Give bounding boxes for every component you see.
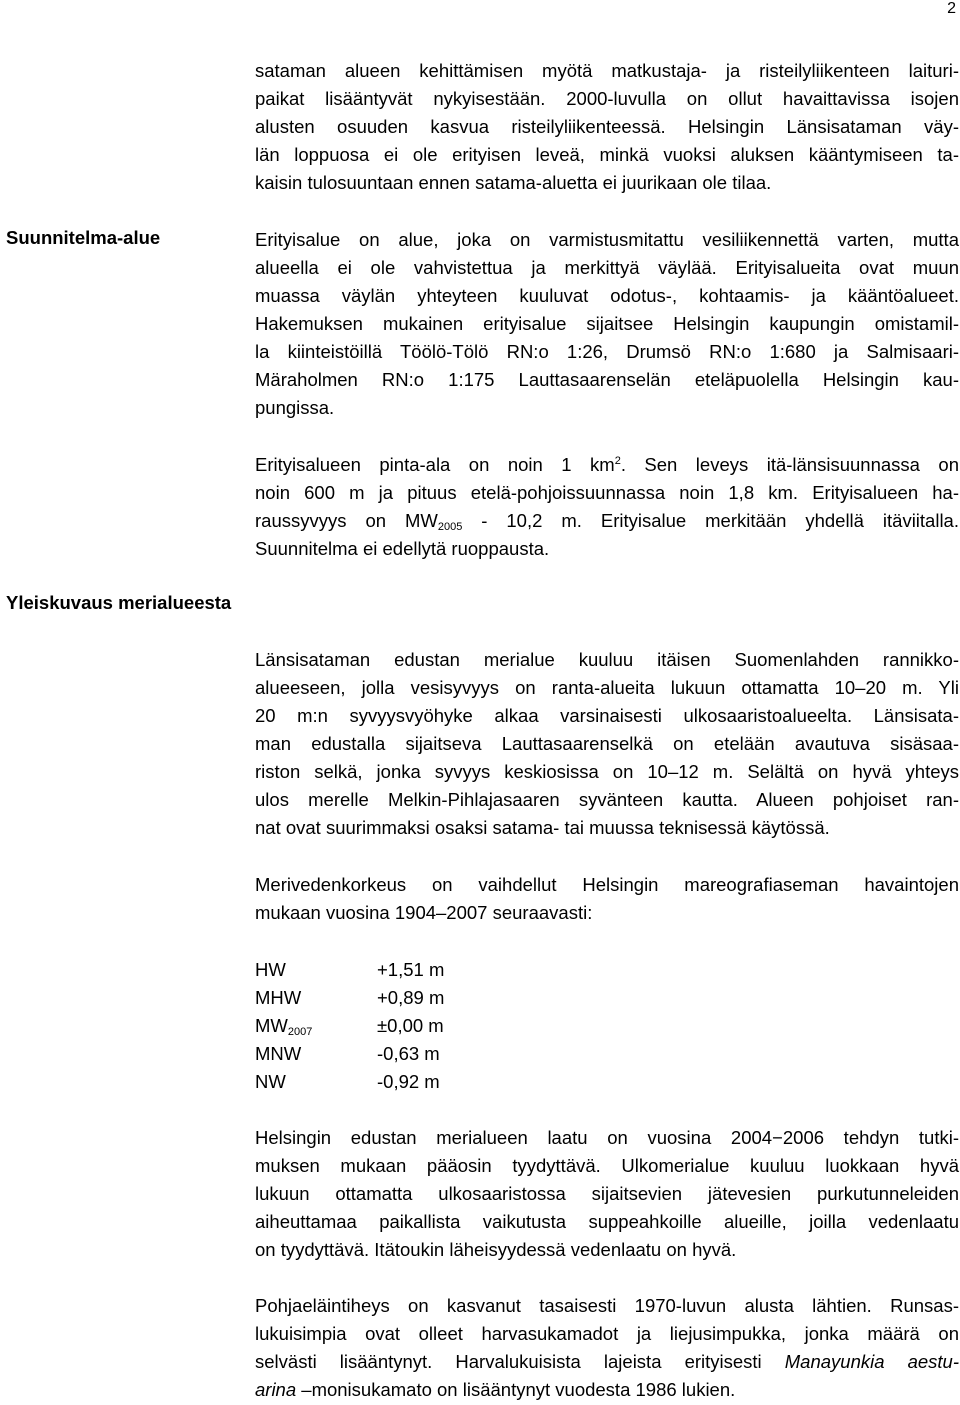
suunnitelma-paragraph-1 bbox=[255, 226, 959, 422]
text-line: muassa väylän yhteyteen kuuluvat odotus-, kohtaamis- ja kääntöalueet. bbox=[255, 285, 959, 306]
text-line: lukuisimpia ovat olleet harvasukamadot ja liejusimpukka, jonka määrä on bbox=[255, 1323, 959, 1344]
text-line: län loppuosa ei ole erityisen leveä, minkä vuoksi aluksen kääntymiseen ta- bbox=[255, 144, 959, 165]
text-line: alueeseen, jolla vesisyvyys on ranta-alueita lukuun ottamatta 10–20 m. Yli bbox=[255, 677, 959, 698]
level-code: $MW_{2007}$ bbox=[255, 1015, 313, 1038]
text-line: Hakemuksen mukainen erityisalue sijaitsee Helsingin kaupungin omistamil- bbox=[255, 313, 959, 334]
text-line: Helsingin edustan merialueen laatu on vuosina 2004−2006 tehdyn tutki- bbox=[255, 1127, 959, 1148]
text-line: selvästi lisääntynyt. Harvalukuisista lajeista erityisesti Manayunkia aestu- bbox=[255, 1351, 959, 1372]
yleiskuvaus-paragraph-4 bbox=[255, 1292, 959, 1404]
yleiskuvaus-paragraph-2 bbox=[255, 871, 959, 927]
species-name-italic: Manayunkia aestu- bbox=[784, 1351, 959, 1372]
level-value: -0,92 m bbox=[377, 1071, 440, 1092]
level-value: +1,51 m bbox=[377, 959, 445, 980]
subscript: 2005 bbox=[437, 521, 463, 533]
text-line: 20 m:n syvyysvyöhyke alkaa varsinaisesti ulkosaaristoalueelta. Länsisata- bbox=[255, 705, 959, 726]
text-line: alueella ei ole vahvistettua ja merkittyä väylää. Erityisalueita ovat muun bbox=[255, 257, 959, 278]
text-line: kaisin tulosuuntaan ennen satama-aluetta ei juurikaan ole tilaa. bbox=[255, 172, 772, 193]
text-line: Erityisalue on alue, joka on varmistusmitattu vesiliikennettä varten, mutta bbox=[255, 229, 959, 250]
level-code: MNW bbox=[255, 1043, 302, 1064]
text-line: noin 600 m ja pituus etelä-pohjoissuunnassa noin 1,8 km. Erityisalueen ha- bbox=[255, 482, 959, 503]
text-line: mukaan vuosina 1904–2007 seuraavasti: bbox=[255, 902, 593, 923]
text-line: la kiinteistöillä Töölö-Tölö RN:o 1:26, Drumsö RN:o 1:680 ja Salmisaari- bbox=[255, 341, 959, 362]
water-level-table bbox=[255, 956, 444, 1096]
subscript: 2007 bbox=[287, 1026, 313, 1038]
intro-paragraph bbox=[255, 57, 959, 197]
water-level-row bbox=[255, 1068, 444, 1096]
suunnitelma-paragraph-2 bbox=[255, 451, 959, 563]
water-level-row bbox=[255, 1040, 444, 1068]
text-line: muksen mukaan pääosin tyydyttävä. Ulkomerialue kuuluu luokkaan hyvä bbox=[255, 1155, 959, 1176]
level-code: NW bbox=[255, 1071, 286, 1092]
level-value: -0,63 m bbox=[377, 1043, 440, 1064]
water-level-row bbox=[255, 984, 444, 1012]
text-line: lukuun ottamatta ulkosaaristossa sijaitsevien jätevesien purkutunneleiden bbox=[255, 1183, 959, 1204]
level-value: ±0,00 m bbox=[377, 1015, 444, 1036]
level-value: +0,89 m bbox=[377, 987, 445, 1008]
water-level-row bbox=[255, 1012, 444, 1040]
water-level-row bbox=[255, 956, 444, 984]
text-line: nat ovat suurimmaksi osaksi satama- tai muussa teknisessä käytössä. bbox=[255, 817, 830, 838]
page-number: 2 bbox=[947, 0, 956, 17]
yleiskuvaus-paragraph-3 bbox=[255, 1124, 959, 1264]
text-line: Suunnitelma ei edellytä ruoppausta. bbox=[255, 538, 550, 559]
level-code: MHW bbox=[255, 987, 302, 1008]
text-line: alusten osuuden kasvua risteilyliikenteessä. Helsingin Länsisataman väy- bbox=[255, 116, 959, 137]
text-line: aiheuttamaa paikallista vaikutusta suppeahkoille alueille, joilla vedenlaatu bbox=[255, 1211, 959, 1232]
superscript: 2 bbox=[614, 455, 621, 467]
text-line: Erityisalueen pinta-ala on noin 1 $km^2$. Sen leveys itä-länsisuunnassa on bbox=[255, 454, 959, 475]
text-line: arina –monisukamato on lisääntynyt vuodesta 1986 lukien. bbox=[255, 1379, 736, 1400]
text-line: Märaholmen RN:o 1:175 Lauttasaarenselän eteläpuolella Helsingin kau- bbox=[255, 369, 959, 390]
text-line: on tyydyttävä. Itätoukin läheisyydessä vedenlaatu on hyvä. bbox=[255, 1239, 737, 1260]
text-line: pungissa. bbox=[255, 397, 335, 418]
text-line: riston selkä, jonka syvyys keskiosissa on 10–12 m. Selältä on hyvä yhteys bbox=[255, 761, 959, 782]
yleiskuvaus-paragraph-1 bbox=[255, 646, 959, 842]
section-heading-yleiskuvaus: Yleiskuvaus merialueesta bbox=[6, 592, 232, 613]
species-name-italic: arina bbox=[255, 1379, 297, 1400]
text-line: Pohjaeläintiheys on kasvanut tasaisesti 1970-luvun alusta lähtien. Runsas- bbox=[255, 1295, 959, 1316]
text-line: Merivedenkorkeus on vaihdellut Helsingin mareografiaseman havaintojen bbox=[255, 874, 959, 895]
text-line: raussyvyys on $MW_{2005} - 10,2$ m. Erityisalue merkitään yhdellä itäviitalla. bbox=[255, 510, 959, 533]
level-code: HW bbox=[255, 959, 286, 980]
section-heading-suunnitelma: Suunnitelma-alue bbox=[6, 227, 161, 248]
text-line: man edustalla sijaitseva Lauttasaarenselkä on etelään avautuva sisäsaa- bbox=[255, 733, 959, 754]
text-line: sataman alueen kehittämisen myötä matkustaja- ja risteilyliikenteen laituri- bbox=[255, 60, 959, 81]
text-line: ulos merelle Melkin-Pihlajasaaren syvänteen kautta. Alueen pohjoiset ran- bbox=[255, 789, 959, 810]
text-line: Länsisataman edustan merialue kuuluu itäisen Suomenlahden rannikko- bbox=[255, 649, 959, 670]
text-line: paikat lisääntyvät nykyisestään. 2000-luvulla on ollut havaittavissa isojen bbox=[255, 88, 959, 109]
